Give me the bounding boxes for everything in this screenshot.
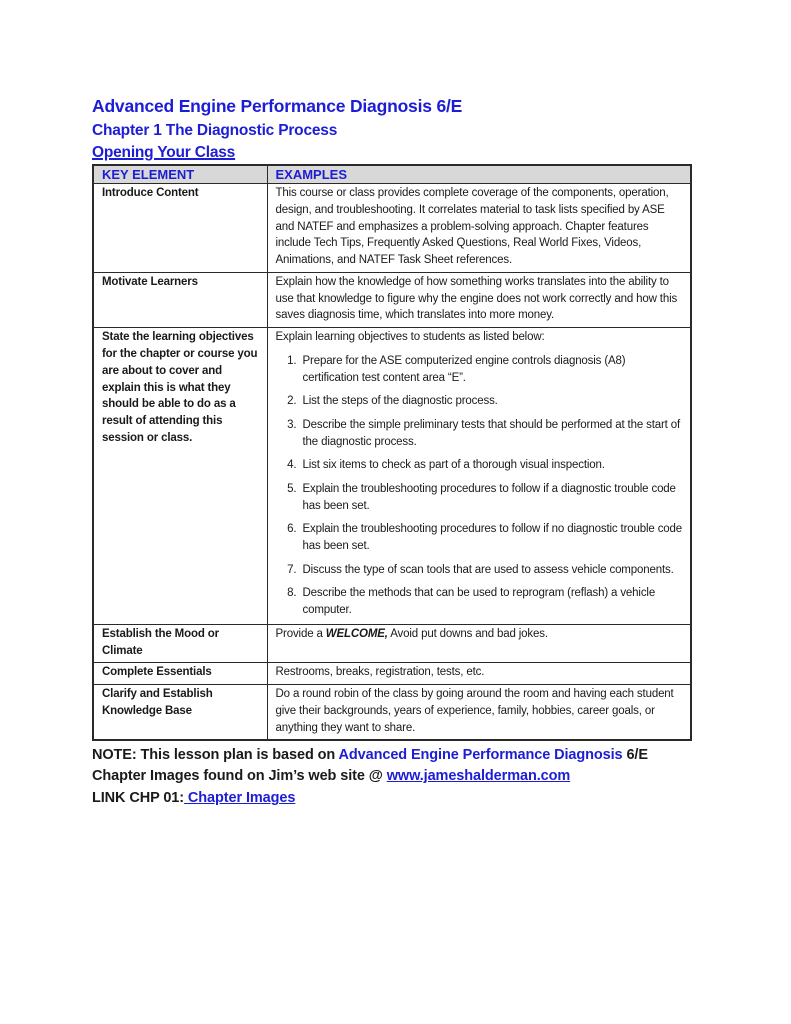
column-header-key-element: KEY ELEMENT xyxy=(93,165,267,184)
column-header-examples: EXAMPLES xyxy=(267,165,691,184)
table-header-row xyxy=(93,165,691,184)
note-text xyxy=(92,745,660,787)
lesson-plan-table xyxy=(92,164,692,741)
objectives-list xyxy=(276,353,685,619)
chapter-images-link[interactable]: Chapter Images xyxy=(184,790,296,807)
objective-item: 5. Explain the troubleshooting procedures to follow if a diagnostic trouble code has been set. xyxy=(300,481,685,514)
objective-item: 2. List the steps of the diagnostic process. xyxy=(300,393,685,410)
objectives-intro: Explain learning objectives to students as listed below: xyxy=(275,331,545,344)
example-cell xyxy=(267,328,691,625)
note-middle: 6/E Chapter Images found on Jim’s web site @ xyxy=(92,747,648,785)
note-prefix: NOTE: This lesson plan is based on xyxy=(92,747,339,764)
key-element-cell: Establish the Mood or Climate xyxy=(93,624,267,663)
objective-item: 7. Discuss the type of scan tools that are used to assess vehicle components. xyxy=(300,562,685,579)
website-link[interactable]: www.jameshalderman.com xyxy=(386,768,571,785)
section-heading: Opening Your Class xyxy=(92,144,236,161)
welcome-emphasis: WELCOME, xyxy=(325,627,388,640)
example-cell xyxy=(267,624,691,663)
objective-item: 4. List six items to check as part of a thorough visual inspection. xyxy=(300,457,685,474)
table-row-establish-mood xyxy=(93,624,691,663)
example-cell: Restrooms, breaks, registration, tests, etc. xyxy=(267,663,691,685)
key-element-cell: Complete Essentials xyxy=(93,663,267,685)
example-text: Avoid put downs and bad jokes. xyxy=(387,627,548,640)
page-title: Advanced Engine Performance Diagnosis 6/E xyxy=(92,96,463,116)
example-cell: This course or class provides complete coverage of the components, operation, design, and troubleshooting. It correlates material to task lists specified by ASE and NATEF and emphasizes a problem-solving approach. Chapter features include Tech Tips, Frequently Asked Questions, Real World Fixes, Videos, Animations, and NATEF Task Sheet references. xyxy=(267,184,691,273)
objective-item: 3. Describe the simple preliminary tests that should be performed at the start of the diagnostic process. xyxy=(300,417,685,450)
objective-item: 1. Prepare for the ASE computerized engine controls diagnosis (A8) certification test content area “E”. xyxy=(300,353,685,386)
table-row-clarify-knowledge-base xyxy=(93,685,691,741)
table-row-learning-objectives xyxy=(93,328,691,625)
table-row-introduce-content xyxy=(93,184,691,273)
chapter-heading: Chapter 1 The Diagnostic Process xyxy=(92,122,338,139)
table-row-complete-essentials xyxy=(93,663,691,685)
key-element-cell: Clarify and Establish Knowledge Base xyxy=(93,685,267,741)
key-element-cell: Introduce Content xyxy=(93,184,267,273)
objective-item: 6. Explain the troubleshooting procedures to follow if no diagnostic trouble code has been set. xyxy=(300,521,685,554)
example-cell: Explain how the knowledge of how something works translates into the ability to use that knowledge to figure why the engine does not work correctly and how this saves diagnosis time, which translates into more money. xyxy=(267,272,691,327)
key-element-cell: Motivate Learners xyxy=(93,272,267,327)
key-element-cell: State the learning objectives for the chapter or course you are about to cover and explain this is what they should be able to do as a result of attending this session or class. xyxy=(93,328,267,625)
link-label: LINK CHP 01: xyxy=(92,790,184,807)
example-text: Provide a xyxy=(275,627,326,640)
chapter-link-line xyxy=(92,788,791,809)
example-cell: Do a round robin of the class by going around the room and having each student give their backgrounds, years of experience, family, hobbies, career goals, or anything they want to share. xyxy=(267,685,691,741)
table-row-motivate-learners xyxy=(93,272,691,327)
note-book-title: Advanced Engine Performance Diagnosis xyxy=(338,747,623,764)
objective-item: 8. Describe the methods that can be used to reprogram (reflash) a vehicle computer. xyxy=(300,585,685,618)
